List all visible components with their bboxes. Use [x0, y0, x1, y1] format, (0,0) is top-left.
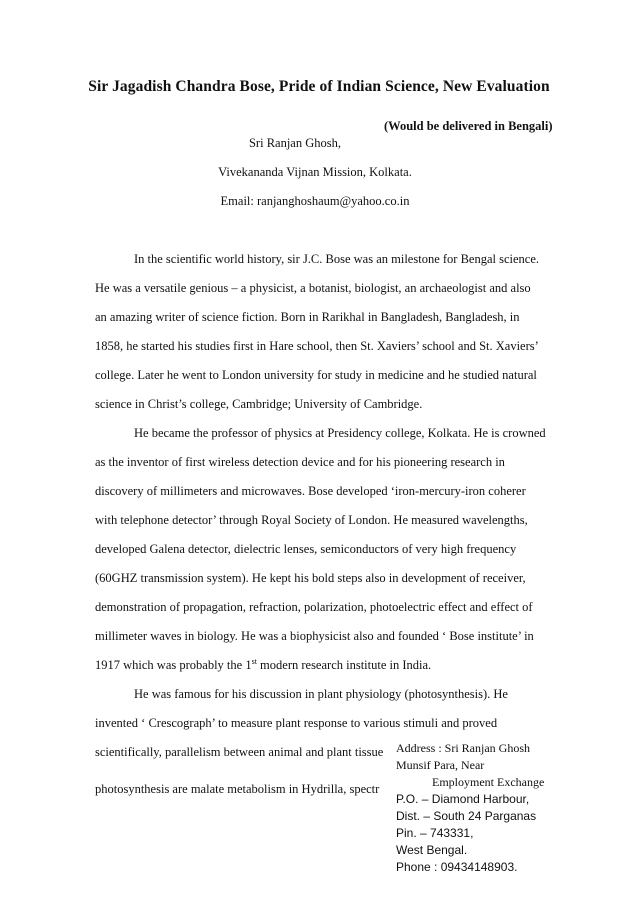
paragraph-3-line: photosynthesis are malate metabolism in Hydrilla, spectr — [95, 782, 380, 796]
paragraph-2-line: developed Galena detector, dielectric lenses, semiconductors of very high frequency — [95, 542, 517, 556]
paragraph-2-line: as the inventor of first wireless detection device and for his pioneering research in — [95, 455, 505, 469]
paragraph-2-line: demonstration of propagation, refraction, polarization, photoelectric effect and effect of — [95, 600, 533, 614]
paragraph-1-line: In the scientific world history, sir J.C. Bose was an milestone for Bengal science. — [134, 252, 539, 266]
paragraph-1-line: 1858, he started his studies first in Hare school, then St. Xaviers’ school and St. Xaviers’ — [95, 339, 539, 353]
paragraph-2-line: discovery of millimeters and microwaves. Bose developed ‘iron-mercury-iron coherer — [95, 484, 526, 498]
author-name: Sri Ranjan Ghosh, — [248, 136, 341, 150]
ordinal-superscript: st — [251, 656, 257, 666]
paragraph-3-line: scientifically, parallelism between animal and plant tissue — [95, 745, 384, 759]
address-line: Dist. – South 24 Parganas — [396, 809, 537, 823]
paragraph-1-line: an amazing writer of science fiction. Born in Rarikhal in Bangladesh, Bangladesh, in — [95, 310, 520, 324]
paragraph-3-line: invented ‘ Crescograph’ to measure plant response to various stimuli and proved — [95, 716, 498, 730]
paragraph-2-last-line — [95, 658, 431, 673]
address-line: West Bengal. — [396, 843, 468, 857]
paragraph-3-line: He was famous for his discussion in plant physiology (photosynthesis). He — [134, 687, 508, 701]
address-box — [396, 740, 546, 874]
paragraph-1-line: science in Christ’s college, Cambridge; University of Cambridge. — [95, 397, 423, 411]
text-segment: modern research institute in India. — [256, 658, 432, 672]
address-line: Address : Sri Ranjan Ghosh — [396, 741, 530, 755]
paragraph-1-line: He was a versatile genious – a physicist, a botanist, biologist, an archaeologist and also — [95, 281, 531, 295]
address-line: Phone : 09434148903. — [396, 860, 518, 874]
author-organization: Vivekananda Vijnan Mission, Kolkata. — [218, 165, 412, 179]
paragraph-2-line: millimeter waves in biology. He was a biophysicist also and founded ‘ Bose institute’ in — [95, 629, 534, 643]
address-line: Pin. – 743331, — [396, 826, 474, 840]
address-line: Munsif Para, Near — [396, 758, 485, 772]
text-segment: 1917 which was probably the 1 — [95, 658, 252, 672]
document-title: Sir Jagadish Chandra Bose, Pride of Indian Science, New Evaluation — [88, 78, 550, 95]
paragraph-2-line: He became the professor of physics at Presidency college, Kolkata. He is crowned — [134, 426, 546, 440]
paragraph-1-line: college. Later he went to London university for study in medicine and he studied natural — [95, 368, 537, 382]
address-line: Employment Exchange — [432, 775, 545, 789]
address-line: P.O. – Diamond Harbour, — [396, 792, 530, 806]
author-email: Email: ranjanghoshaum@yahoo.co.in — [220, 194, 410, 208]
paragraph-2-line: (60GHZ transmission system). He kept his bold steps also in development of receiver, — [95, 571, 526, 585]
language-note: (Would be delivered in Bengali) — [384, 119, 553, 133]
paragraph-2-line: with telephone detector’ through Royal Society of London. He measured wavelengths, — [95, 513, 528, 527]
